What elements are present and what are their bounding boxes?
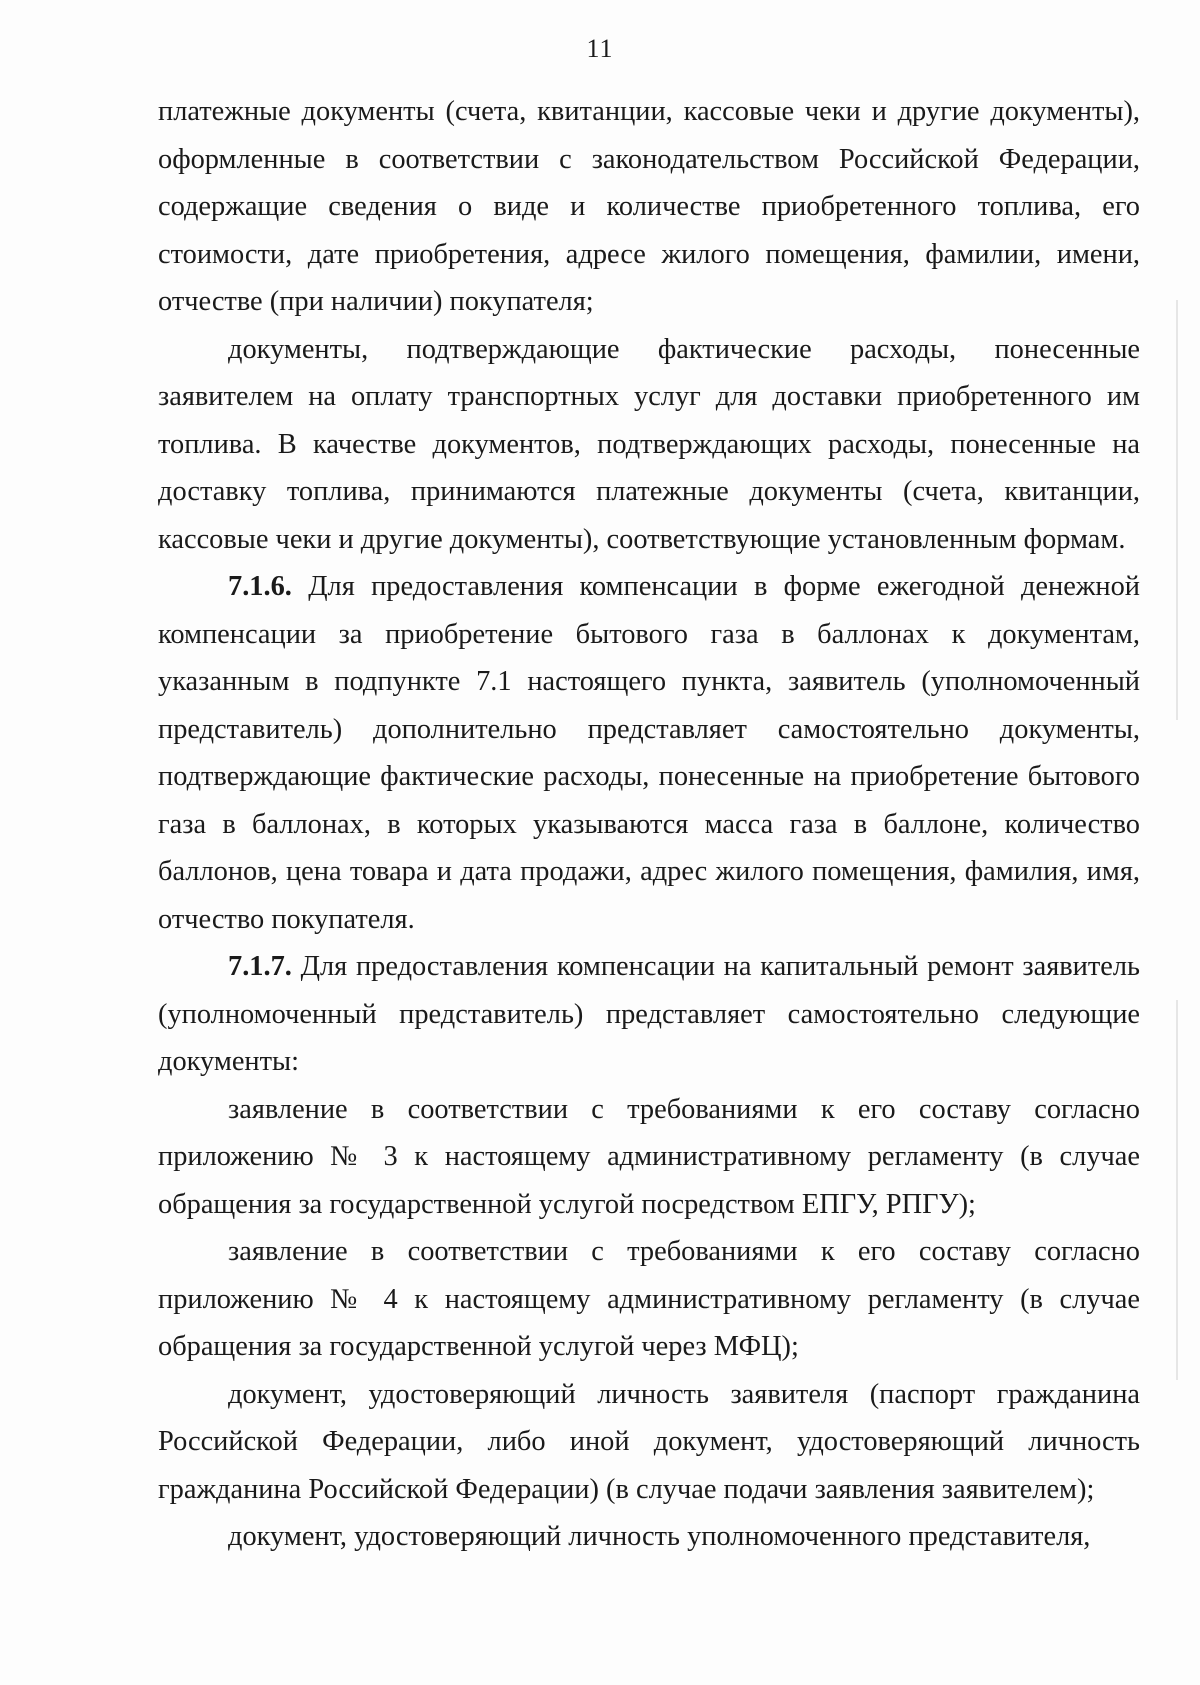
clause-number: 7.1.6. [228,571,292,602]
paragraph-application-appendix-3 [158,1086,1140,1229]
paragraph-text: документ, удостоверяющий личность уполномоченного представителя, [228,1521,1091,1552]
document-body [158,88,1140,1561]
paragraph-clause-7-1-6 [158,563,1140,943]
paragraph-payment-documents [158,88,1140,326]
paragraph-transport-expenses [158,326,1140,564]
paragraph-text: заявление в соответствии с требованиями к его составу согласно приложению № 4 к настоящему административному регламенту (в случае обращения за государственной услугой через МФЦ); [158,1236,1140,1362]
paragraph-text: документ, удостоверяющий личность заявителя (паспорт гражданина Российской Федерации, либо иной документ, удостоверяющий личность гражданина Российской Федерации) (в случае подачи заявления заявителем); [158,1378,1140,1505]
scan-edge-mark [1176,300,1178,720]
paragraph-clause-7-1-7 [158,943,1140,1086]
scan-edge-mark [1176,1000,1178,1380]
paragraph-text: Для предоставления компенсации в форме ежегодной денежной компенсации за приобретение бытового газа в баллонах к документам, указанным в подпункте 7.1 настоящего пункта, заявитель (уполномоченный представитель) дополнительно представляет самостоятельно документы, подтверждающие фактические расходы, понесенные на приобретение бытового газа в баллонах, в которых указываются масса газа в баллоне, количество баллонов, цена товара и дата продажи, адрес жилого помещения, фамилия, имя, отчество покупателя. [158,571,1140,935]
clause-number: 7.1.7. [228,951,292,982]
paragraph-text: документы, подтверждающие фактические расходы, понесенные заявителем на оплату транспортных услуг для доставки приобретенного им топлива. В качестве документов, подтверждающих расходы, понесенные на доставку топлива, принимаются платежные документы (счета, квитанции, кассовые чеки и другие документы), соответствующие установленным формам. [158,333,1140,555]
page-number: 11 [586,34,614,63]
paragraph-text: Для предоставления компенсации на капитальный ремонт заявитель (уполномоченный представитель) представляет самостоятельно следующие документы: [158,951,1140,1077]
paragraph-text: заявление в соответствии с требованиями к его составу согласно приложению № 3 к настоящему административному регламенту (в случае обращения за государственной услугой посредством ЕПГУ, РПГУ); [158,1093,1140,1220]
paragraph-applicant-identity [158,1371,1140,1514]
paragraph-application-appendix-4 [158,1228,1140,1371]
paragraph-text: платежные документы (счета, квитанции, кассовые чеки и другие документы), оформленные в соответствии с законодательством Российской Федерации, содержащие сведения о виде и количестве приобретенного топлива, его стоимости, дате приобретения, адресе жилого помещения, фамилии, имени, отчестве (при наличии) покупателя; [158,96,1140,317]
paragraph-representative-identity [158,1513,1140,1561]
